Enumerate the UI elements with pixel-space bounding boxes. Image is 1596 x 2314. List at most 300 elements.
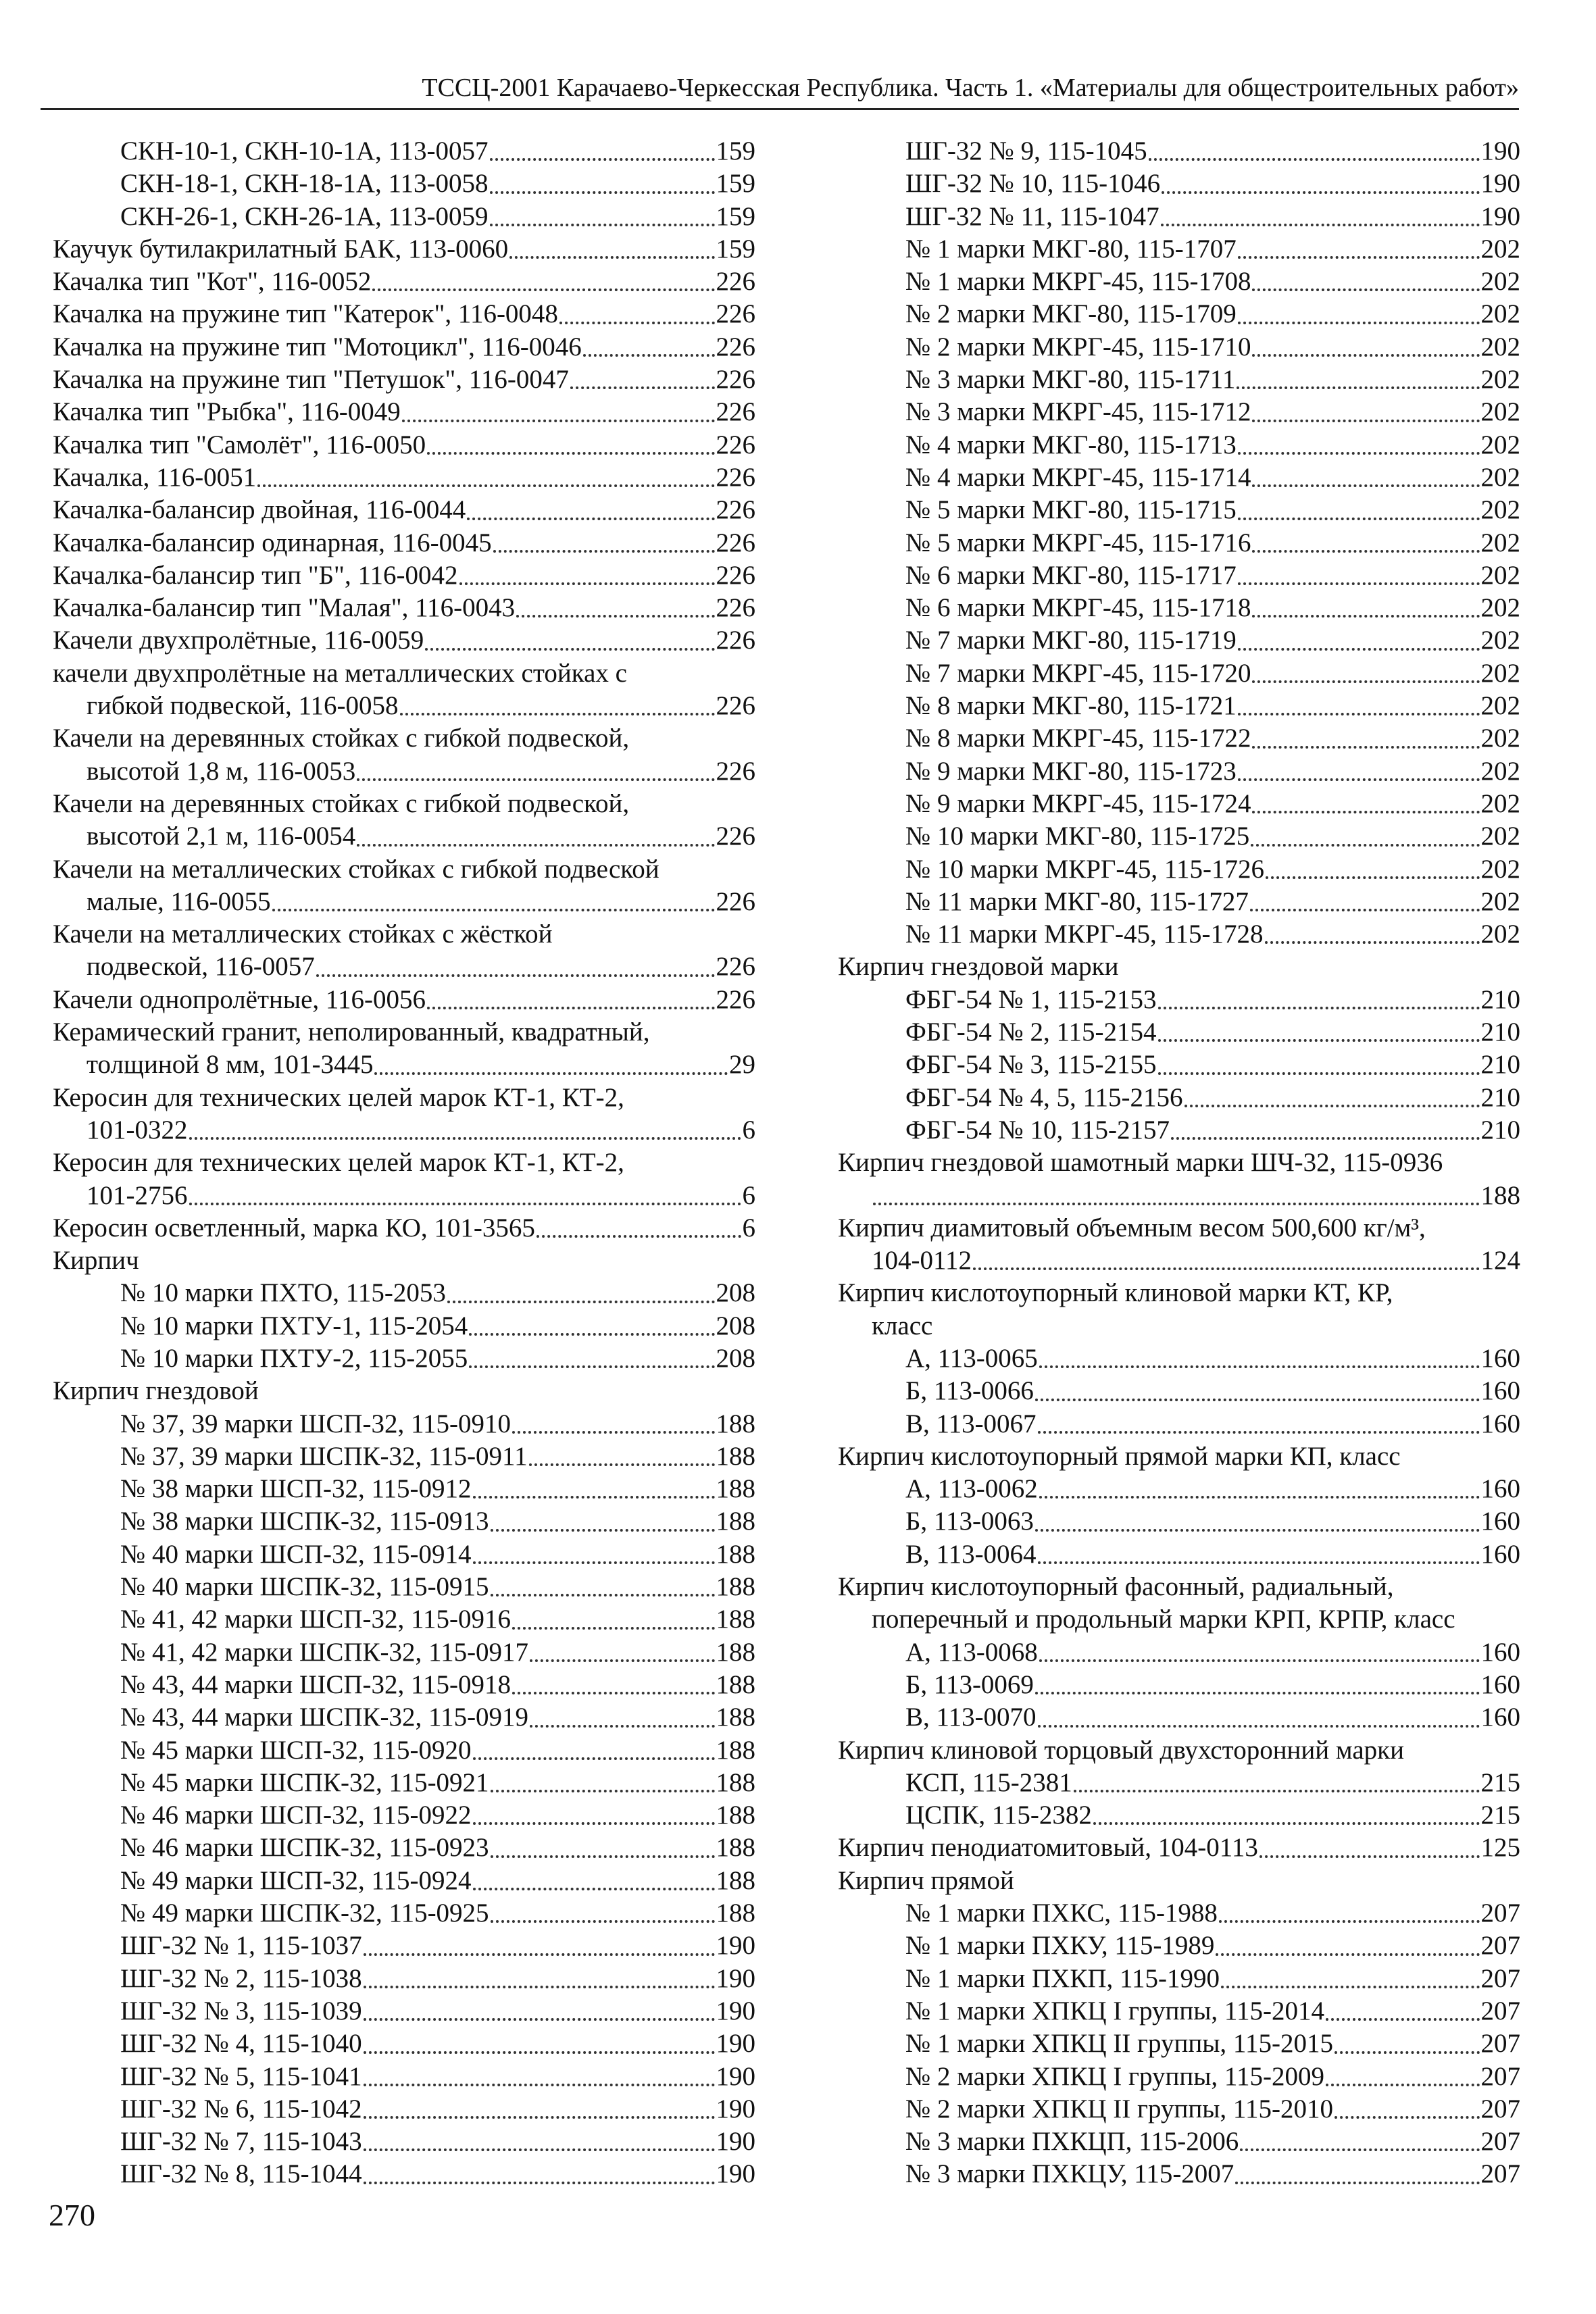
entry-text: Б, 113-0063 bbox=[905, 1507, 1034, 1536]
entry-text: № 1 марки ХПКЦ II группы, 115-2015 bbox=[905, 2029, 1333, 2059]
index-heading: Кирпич клиновой торцовый двухсторонний марки bbox=[838, 1735, 1404, 1765]
index-heading: Кирпич гнездовой bbox=[53, 1376, 259, 1406]
index-heading: Кирпич bbox=[53, 1246, 139, 1276]
dot-leader bbox=[1161, 214, 1480, 226]
index-entry bbox=[838, 1669, 1520, 1701]
entry-text: Б, 113-0066 bbox=[905, 1376, 1034, 1406]
entry-text: 101-2756 bbox=[86, 1180, 188, 1210]
index-entry bbox=[838, 1342, 1520, 1375]
index-entry bbox=[838, 2028, 1520, 2060]
entry-text: № 1 марки МКРГ-45, 115-1708 bbox=[905, 267, 1251, 297]
dot-leader bbox=[1171, 1128, 1480, 1140]
entry-page-number: 202 bbox=[1480, 658, 1520, 688]
index-entry bbox=[838, 1505, 1520, 1538]
index-entry bbox=[53, 1212, 755, 1244]
entry-page-number: 188 bbox=[716, 1441, 755, 1471]
index-entry bbox=[838, 1701, 1520, 1734]
entry-text: № 38 марки ШСПК-32, 115-0913 bbox=[120, 1507, 489, 1536]
index-entry bbox=[838, 1930, 1520, 1962]
index-entry bbox=[838, 1244, 1520, 1277]
index-entry bbox=[838, 331, 1520, 363]
dot-leader bbox=[1216, 1944, 1479, 1956]
index-entry bbox=[53, 1701, 755, 1734]
entry-page-number: 188 bbox=[716, 1605, 755, 1634]
entry-page-number: 202 bbox=[1480, 691, 1520, 721]
index-heading: качели двухпролётные на металлических стойках с bbox=[53, 658, 627, 688]
entry-text: № 43, 44 марки ШСП-32, 115-0918 bbox=[120, 1669, 512, 1699]
entry-page-number: 160 bbox=[1480, 1474, 1520, 1504]
entry-text: № 38 марки ШСП-32, 115-0912 bbox=[120, 1474, 472, 1504]
dot-leader bbox=[1252, 410, 1479, 422]
entry-page-number: 160 bbox=[1480, 1637, 1520, 1667]
index-entry bbox=[53, 1865, 755, 1897]
entry-text: № 1 марки ПХКУ, 115-1989 bbox=[905, 1931, 1215, 1961]
index-entry bbox=[838, 853, 1520, 886]
entry-page-number: 226 bbox=[716, 397, 755, 427]
dot-leader bbox=[1252, 540, 1479, 553]
entry-text: толщиной 8 мм, 101-3445 bbox=[86, 1050, 374, 1080]
entry-text: № 1 марки ПХКП, 115-1990 bbox=[905, 1963, 1220, 1993]
index-entry bbox=[53, 1995, 755, 2028]
entry-page-number: 190 bbox=[716, 1996, 755, 2026]
entry-text: № 49 марки ШСПК-32, 115-0925 bbox=[120, 1898, 489, 1928]
index-entry bbox=[838, 233, 1520, 266]
entry-page-number: 207 bbox=[1480, 1963, 1520, 1993]
dot-leader bbox=[537, 1226, 741, 1238]
entry-text: Качалка тип "Кот", 116-0052 bbox=[53, 267, 372, 297]
dot-leader bbox=[1252, 671, 1479, 683]
entry-text: № 2 марки ХПКЦ I группы, 115-2009 bbox=[905, 2061, 1324, 2091]
dot-leader bbox=[1250, 899, 1480, 911]
entry-text: № 8 марки МКРГ-45, 115-1722 bbox=[905, 724, 1251, 753]
index-entry bbox=[53, 951, 755, 983]
entry-text: № 3 марки МКГ-80, 115-1711 bbox=[905, 365, 1236, 395]
dot-leader bbox=[491, 1519, 715, 1532]
index-entry bbox=[53, 886, 755, 918]
index-entry bbox=[53, 1799, 755, 1832]
index-entry bbox=[53, 1603, 755, 1636]
dot-leader bbox=[189, 1128, 741, 1140]
entry-text: № 2 марки ХПКЦ II группы, 115-2010 bbox=[905, 2094, 1333, 2123]
index-entry bbox=[838, 1408, 1520, 1440]
entry-page-number: 202 bbox=[1480, 430, 1520, 459]
entry-page-number: 160 bbox=[1480, 1343, 1520, 1373]
entry-text: ШГ-32 № 5, 115-1041 bbox=[120, 2061, 362, 2091]
dot-leader bbox=[512, 1422, 714, 1434]
index-entry bbox=[838, 396, 1520, 428]
entry-text: № 3 марки ПХКЦП, 115-2006 bbox=[905, 2127, 1239, 2157]
entry-text: ЦСПК, 115-2382 bbox=[905, 1801, 1092, 1830]
dot-leader bbox=[425, 638, 714, 651]
entry-text: № 49 марки ШСП-32, 115-0924 bbox=[120, 1865, 472, 1895]
dot-leader bbox=[473, 1748, 715, 1760]
entry-text: № 2 марки МКГ-80, 115-1709 bbox=[905, 299, 1237, 329]
entry-text: Качели двухпролётные, 116-0059 bbox=[53, 626, 424, 655]
index-entry bbox=[53, 233, 755, 266]
entry-page-number: 226 bbox=[716, 299, 755, 329]
index-entry bbox=[838, 755, 1520, 788]
entry-page-number: 210 bbox=[1480, 1115, 1520, 1145]
entry-page-number: 159 bbox=[716, 169, 755, 199]
entry-page-number: 160 bbox=[1480, 1409, 1520, 1438]
entry-page-number: 188 bbox=[716, 1898, 755, 1928]
dot-leader bbox=[491, 1584, 715, 1596]
entry-text: № 40 марки ШСПК-32, 115-0915 bbox=[120, 1572, 489, 1602]
index-entry bbox=[838, 1375, 1520, 1407]
dot-leader bbox=[1035, 1389, 1480, 1401]
index-entry bbox=[53, 1669, 755, 1701]
dot-leader bbox=[1326, 2009, 1480, 2021]
entry-page-number: 202 bbox=[1480, 560, 1520, 590]
dot-leader bbox=[1221, 1976, 1479, 1988]
dot-leader bbox=[1035, 1682, 1480, 1694]
entry-page-number: 208 bbox=[716, 1311, 755, 1340]
page-header bbox=[41, 65, 1519, 110]
entry-text: № 1 марки ХПКЦ I группы, 115-2014 bbox=[905, 1996, 1324, 2026]
index-entry bbox=[53, 396, 755, 428]
entry-page-number: 207 bbox=[1480, 1898, 1520, 1928]
entry-text: малые, 116-0055 bbox=[86, 886, 271, 916]
dot-leader bbox=[530, 1715, 714, 1728]
entry-page-number: 190 bbox=[716, 2127, 755, 2157]
dot-leader bbox=[257, 475, 714, 487]
entry-page-number: 215 bbox=[1480, 1801, 1520, 1830]
dot-leader bbox=[364, 2074, 715, 2086]
entry-text: № 6 марки МКРГ-45, 115-1718 bbox=[905, 593, 1251, 623]
index-entry bbox=[53, 2028, 755, 2060]
entry-page-number: 210 bbox=[1480, 1050, 1520, 1080]
dot-leader bbox=[364, 2172, 715, 2184]
entry-text: ФБГ-54 № 3, 115-2155 bbox=[905, 1050, 1157, 1080]
index-entry bbox=[53, 298, 755, 330]
entry-page-number: 207 bbox=[1480, 1931, 1520, 1961]
dot-leader bbox=[1074, 1780, 1480, 1792]
index-entry bbox=[838, 2061, 1520, 2093]
entry-text: высотой 2,1 м, 116-0054 bbox=[86, 822, 356, 851]
index-entry bbox=[838, 429, 1520, 461]
entry-page-number: 160 bbox=[1480, 1507, 1520, 1536]
entry-page-number: 207 bbox=[1480, 2094, 1520, 2123]
dot-leader bbox=[530, 1650, 714, 1662]
entry-text: ШГ-32 № 7, 115-1043 bbox=[120, 2127, 362, 2157]
entry-text: подвеской, 116-0057 bbox=[86, 952, 315, 982]
entry-page-number: 208 bbox=[716, 1278, 755, 1308]
entry-text: гибкой подвеской, 116-0058 bbox=[86, 691, 399, 721]
dot-leader bbox=[473, 1878, 715, 1890]
entry-page-number: 188 bbox=[716, 1507, 755, 1536]
entry-page-number: 160 bbox=[1480, 1376, 1520, 1406]
index-heading: поперечный и продольный марки КРП, КРПР, класс bbox=[872, 1605, 1455, 1634]
index-entry bbox=[53, 1832, 755, 1864]
dot-leader bbox=[1266, 867, 1480, 879]
index-entry bbox=[53, 1963, 755, 1995]
dot-leader bbox=[1038, 1552, 1480, 1564]
dot-leader bbox=[1235, 2172, 1479, 2184]
entry-page-number: 226 bbox=[716, 430, 755, 459]
dot-leader bbox=[316, 965, 715, 977]
entry-page-number: 188 bbox=[716, 1572, 755, 1602]
entry-page-number: 226 bbox=[716, 984, 755, 1014]
dot-leader bbox=[873, 1193, 1480, 1205]
dot-leader bbox=[512, 1682, 714, 1694]
index-entry bbox=[838, 886, 1520, 918]
dot-leader bbox=[372, 279, 714, 291]
entry-text: ШГ-32 № 1, 115-1037 bbox=[120, 1931, 362, 1961]
index-entry bbox=[53, 1408, 755, 1440]
entry-text: № 10 марки МКРГ-45, 115-1726 bbox=[905, 854, 1264, 884]
dot-leader bbox=[1252, 279, 1479, 291]
dot-leader bbox=[529, 1454, 715, 1466]
entry-text: № 45 марки ШСП-32, 115-0920 bbox=[120, 1735, 472, 1765]
dot-leader bbox=[1238, 508, 1480, 520]
entry-page-number: 190 bbox=[716, 2094, 755, 2123]
entry-page-number: 188 bbox=[716, 1637, 755, 1667]
index-entry bbox=[53, 135, 755, 168]
entry-page-number: 202 bbox=[1480, 724, 1520, 753]
entry-text: Керосин осветленный, марка КО, 101-3565 bbox=[53, 1213, 535, 1242]
entry-text: В, 113-0070 bbox=[905, 1703, 1037, 1732]
entry-page-number: 207 bbox=[1480, 2127, 1520, 2157]
dot-leader bbox=[493, 540, 715, 553]
dot-leader bbox=[491, 1911, 715, 1923]
index-entry bbox=[53, 1277, 755, 1309]
entry-page-number: 188 bbox=[716, 1833, 755, 1863]
entry-page-number: 202 bbox=[1480, 822, 1520, 851]
index-entry bbox=[838, 918, 1520, 951]
index-entry bbox=[838, 1799, 1520, 1832]
entry-page-number: 202 bbox=[1480, 462, 1520, 492]
entry-text: ФБГ-54 № 4, 5, 115-2156 bbox=[905, 1082, 1183, 1112]
entry-text: № 3 марки МКРГ-45, 115-1712 bbox=[905, 397, 1251, 427]
index-entry bbox=[838, 135, 1520, 168]
entry-text: № 5 марки МКГ-80, 115-1715 bbox=[905, 495, 1237, 525]
index-heading: Кирпич прямой bbox=[838, 1865, 1014, 1895]
dot-leader bbox=[1238, 247, 1480, 259]
entry-text: Качели однопролётные, 116-0056 bbox=[53, 984, 426, 1014]
dot-leader bbox=[1265, 932, 1480, 944]
index-entry bbox=[53, 1734, 755, 1767]
entry-page-number: 159 bbox=[716, 201, 755, 231]
entry-text: В, 113-0064 bbox=[905, 1539, 1037, 1569]
dot-leader bbox=[1238, 443, 1480, 455]
entry-text: ШГ-32 № 8, 115-1044 bbox=[120, 2159, 362, 2189]
entry-page-number: 226 bbox=[716, 822, 755, 851]
index-entry bbox=[838, 494, 1520, 526]
entry-page-number: 226 bbox=[716, 626, 755, 655]
index-entry bbox=[838, 201, 1520, 233]
dot-leader bbox=[189, 1193, 741, 1205]
dot-leader bbox=[1184, 1095, 1480, 1107]
index-entry bbox=[53, 1342, 755, 1375]
index-entry bbox=[53, 2093, 755, 2126]
entry-page-number: 188 bbox=[716, 1767, 755, 1797]
index-entry bbox=[53, 1767, 755, 1799]
dot-leader bbox=[364, 2139, 715, 2151]
entry-page-number: 188 bbox=[716, 1669, 755, 1699]
entry-page-number: 188 bbox=[716, 1409, 755, 1438]
index-entry bbox=[53, 1049, 755, 1081]
entry-page-number: 202 bbox=[1480, 593, 1520, 623]
entry-text: Качалка-балансир тип "Б", 116-0042 bbox=[53, 560, 458, 590]
index-entry bbox=[838, 1538, 1520, 1571]
dot-leader bbox=[473, 1552, 715, 1564]
entry-page-number: 160 bbox=[1480, 1703, 1520, 1732]
index-entry bbox=[53, 266, 755, 298]
entry-text: ФБГ-54 № 2, 115-2154 bbox=[905, 1017, 1157, 1047]
entry-page-number: 125 bbox=[1480, 1833, 1520, 1863]
entry-text: Качалка на пружине тип "Катерок", 116-0048 bbox=[53, 299, 558, 329]
index-heading: Керосин для технических целей марок КТ-1, КТ-2, bbox=[53, 1082, 624, 1112]
entry-page-number: 190 bbox=[716, 2029, 755, 2059]
entry-text: Качалка-балансир одинарная, 116-0045 bbox=[53, 528, 492, 557]
dot-leader bbox=[427, 997, 715, 1009]
entry-page-number: 159 bbox=[716, 136, 755, 166]
dot-leader bbox=[1335, 2042, 1480, 2054]
dot-leader bbox=[402, 410, 715, 422]
dot-leader bbox=[1039, 1486, 1480, 1499]
index-heading: класс bbox=[872, 1311, 933, 1340]
entry-text: Качалка тип "Рыбка", 116-0049 bbox=[53, 397, 401, 427]
dot-leader bbox=[364, 2042, 715, 2054]
index-entry bbox=[838, 1897, 1520, 1930]
entry-text: № 43, 44 марки ШСПК-32, 115-0919 bbox=[120, 1703, 529, 1732]
index-heading: Качели на металлических стойках с гибкой подвеской bbox=[53, 854, 659, 884]
entry-page-number: 208 bbox=[716, 1343, 755, 1373]
index-entry bbox=[838, 1767, 1520, 1799]
entry-page-number: 188 bbox=[1480, 1180, 1520, 1210]
dot-leader bbox=[1149, 149, 1480, 161]
entry-text: № 10 марки ПХТО, 115-2053 bbox=[120, 1278, 446, 1308]
entry-text: № 40 марки ШСП-32, 115-0914 bbox=[120, 1539, 472, 1569]
index-entry bbox=[53, 1571, 755, 1603]
entry-page-number: 6 bbox=[742, 1213, 755, 1242]
entry-text: № 37, 39 марки ШСП-32, 115-0910 bbox=[120, 1409, 512, 1438]
dot-leader bbox=[1162, 182, 1479, 194]
index-entry bbox=[838, 1473, 1520, 1505]
entry-page-number: 6 bbox=[742, 1180, 755, 1210]
entry-page-number: 160 bbox=[1480, 1539, 1520, 1569]
index-entry bbox=[838, 168, 1520, 200]
dot-leader bbox=[1326, 2074, 1480, 2086]
entry-page-number: 202 bbox=[1480, 920, 1520, 949]
entry-page-number: 210 bbox=[1480, 984, 1520, 1014]
entry-text: ФБГ-54 № 10, 115-2157 bbox=[905, 1115, 1170, 1145]
entry-page-number: 202 bbox=[1480, 234, 1520, 263]
index-entry bbox=[838, 1114, 1520, 1147]
entry-page-number: 188 bbox=[716, 1865, 755, 1895]
entry-text: Качалка на пружине тип "Мотоцикл", 116-0046 bbox=[53, 332, 582, 361]
dot-leader bbox=[583, 345, 715, 357]
entry-page-number: 226 bbox=[716, 495, 755, 525]
entry-page-number: 202 bbox=[1480, 365, 1520, 395]
entry-page-number: 190 bbox=[716, 1931, 755, 1961]
index-entry bbox=[838, 527, 1520, 559]
index-entry bbox=[838, 2126, 1520, 2158]
dot-leader bbox=[427, 443, 714, 455]
page-number: 270 bbox=[49, 2198, 95, 2232]
index-entry bbox=[838, 559, 1520, 592]
entry-page-number: 202 bbox=[1480, 788, 1520, 818]
entry-text: № 41, 42 марки ШСП-32, 115-0916 bbox=[120, 1605, 512, 1634]
entry-page-number: 190 bbox=[716, 1963, 755, 1993]
index-entry bbox=[53, 1114, 755, 1147]
entry-page-number: 207 bbox=[1480, 1996, 1520, 2026]
entry-text: высотой 1,8 м, 116-0053 bbox=[86, 756, 356, 786]
entry-text: СКН-26-1, СКН-26-1А, 113-0059 bbox=[120, 201, 489, 231]
index-entry bbox=[838, 1016, 1520, 1049]
index-entry bbox=[53, 363, 755, 396]
dot-leader bbox=[1335, 2107, 1480, 2119]
dot-leader bbox=[469, 1356, 714, 1368]
index-entry bbox=[53, 168, 755, 200]
dot-leader bbox=[1039, 1356, 1480, 1368]
index-heading: Качели на деревянных стойках с гибкой подвеской, bbox=[53, 724, 630, 753]
index-entry bbox=[838, 624, 1520, 657]
entry-page-number: 226 bbox=[716, 462, 755, 492]
dot-leader bbox=[1238, 769, 1480, 781]
index-entry bbox=[838, 2093, 1520, 2126]
index-entry bbox=[53, 1440, 755, 1473]
entry-page-number: 202 bbox=[1480, 332, 1520, 361]
entry-text: Качалка-балансир двойная, 116-0044 bbox=[53, 495, 466, 525]
index-heading: Кирпич кислотоупорный фасонный, радиальный, bbox=[838, 1572, 1394, 1602]
entry-text: Каучук бутилакрилатный БАК, 113-0060 bbox=[53, 234, 509, 263]
entry-text: № 10 марки ПХТУ-2, 115-2055 bbox=[120, 1343, 468, 1373]
dot-leader bbox=[516, 605, 714, 618]
entry-page-number: 190 bbox=[1480, 136, 1520, 166]
index-entry bbox=[838, 363, 1520, 396]
index-entry bbox=[53, 331, 755, 363]
dot-leader bbox=[473, 1813, 715, 1825]
dot-leader bbox=[364, 2009, 715, 2021]
running-title: ТССЦ-2001 Карачаево-Черкесская Республика. Часть 1. «Материалы для общестроительных работ» bbox=[422, 74, 1519, 102]
entry-page-number: 202 bbox=[1480, 528, 1520, 557]
dot-leader bbox=[1238, 703, 1480, 715]
index-entry bbox=[838, 1180, 1520, 1212]
entry-page-number: 207 bbox=[1480, 2159, 1520, 2189]
entry-page-number: 226 bbox=[716, 691, 755, 721]
entry-page-number: 202 bbox=[1480, 299, 1520, 329]
entry-text: № 3 марки ПХКЦУ, 115-2007 bbox=[905, 2159, 1235, 2189]
index-entry bbox=[838, 461, 1520, 494]
entry-text: ШГ-32 № 6, 115-1042 bbox=[120, 2094, 362, 2123]
entry-text: № 1 марки МКГ-80, 115-1707 bbox=[905, 234, 1237, 263]
entry-page-number: 190 bbox=[1480, 169, 1520, 199]
index-heading: Качели на деревянных стойках с гибкой подвеской, bbox=[53, 788, 630, 818]
index-entry bbox=[838, 1636, 1520, 1669]
index-entry bbox=[838, 788, 1520, 820]
entry-text: № 6 марки МКГ-80, 115-1717 bbox=[905, 560, 1237, 590]
index-entry bbox=[838, 657, 1520, 690]
entry-page-number: 210 bbox=[1480, 1082, 1520, 1112]
index-entry bbox=[53, 201, 755, 233]
entry-page-number: 215 bbox=[1480, 1767, 1520, 1797]
index-entry bbox=[53, 2061, 755, 2093]
entry-text: № 41, 42 марки ШСПК-32, 115-0917 bbox=[120, 1637, 529, 1667]
entry-page-number: 202 bbox=[1480, 756, 1520, 786]
index-entry bbox=[53, 2126, 755, 2158]
index-entry bbox=[838, 1963, 1520, 1995]
entry-text: ШГ-32 № 11, 115-1047 bbox=[905, 201, 1159, 231]
entry-text: ШГ-32 № 2, 115-1038 bbox=[120, 1963, 362, 1993]
dot-leader bbox=[491, 1846, 715, 1858]
dot-leader bbox=[1237, 377, 1479, 389]
index-entry bbox=[53, 1538, 755, 1571]
index-entry bbox=[838, 1832, 1520, 1864]
index-entry bbox=[53, 690, 755, 722]
entry-text: № 4 марки МКГ-80, 115-1713 bbox=[905, 430, 1237, 459]
index-entry bbox=[838, 1082, 1520, 1114]
